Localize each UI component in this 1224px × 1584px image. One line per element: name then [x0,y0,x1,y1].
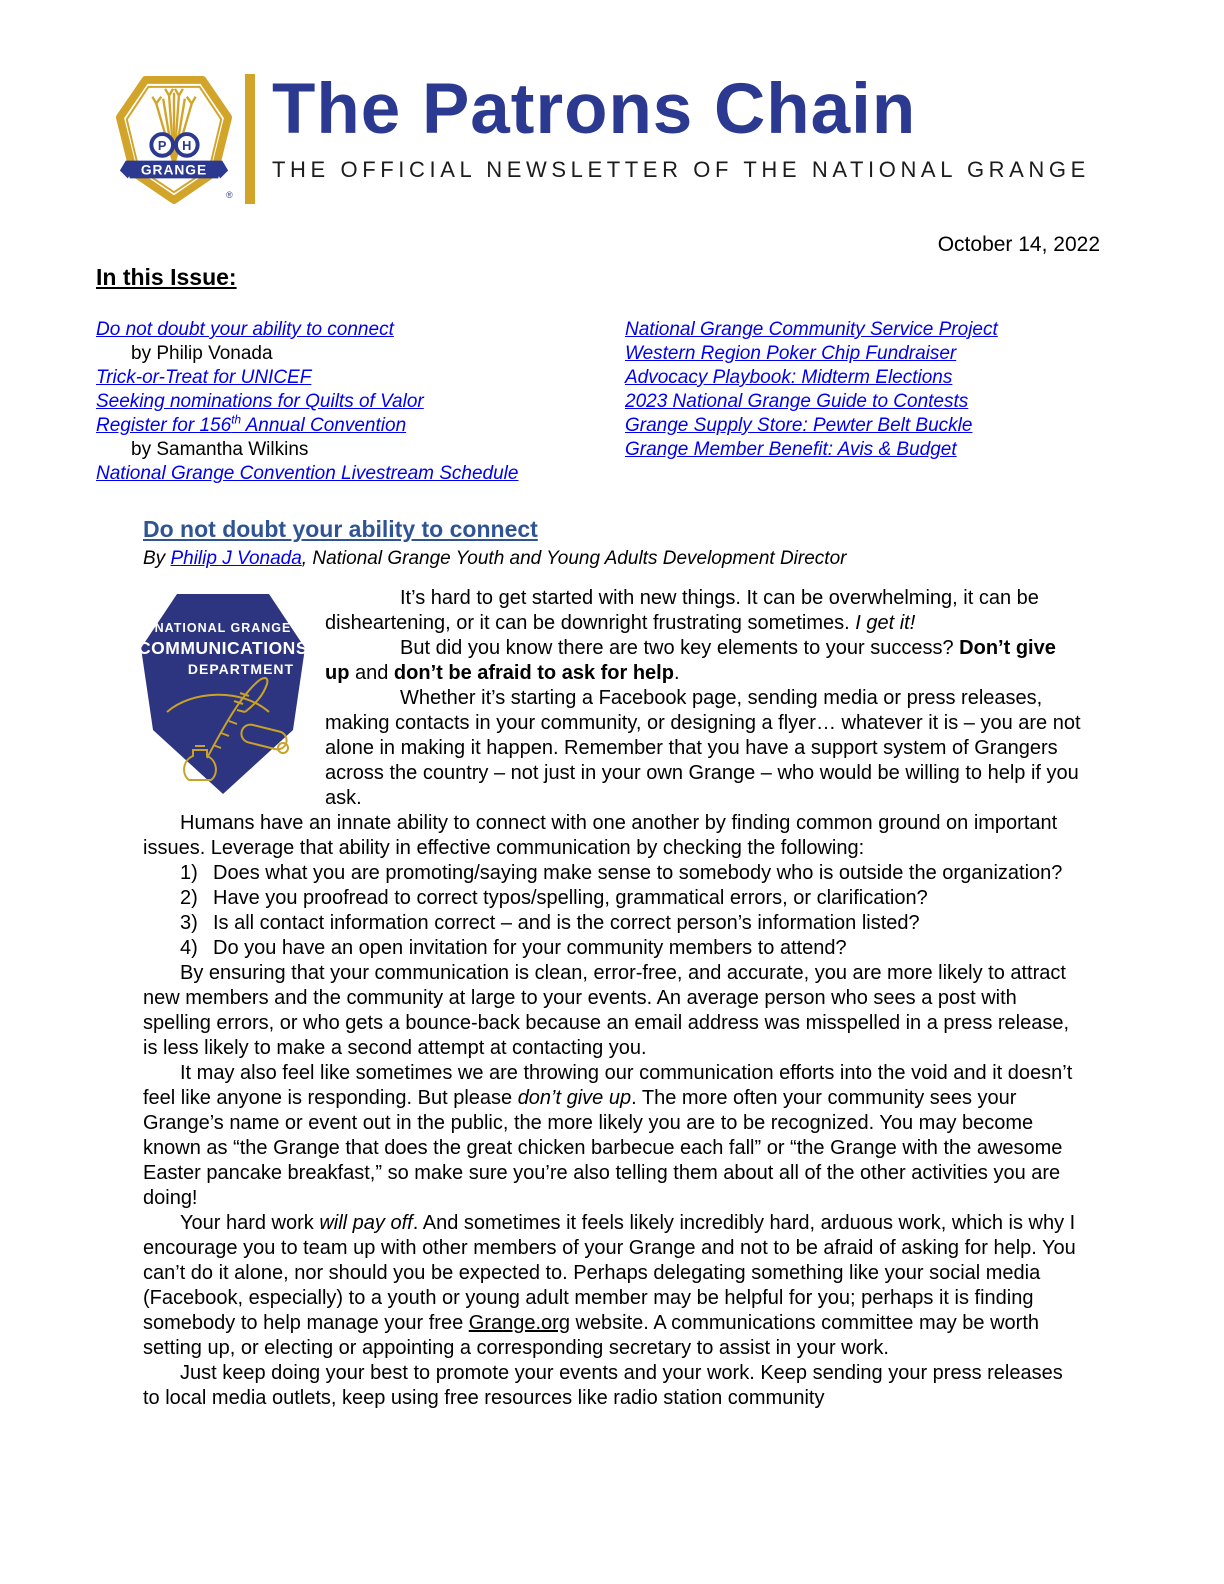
masthead [0,0,1224,204]
toc-left-column [96,318,625,486]
toc-link[interactable]: 2023 National Grange Guide to Contests [625,391,969,412]
grange-logo [112,74,236,204]
article-paragraph: Humans have an innate ability to connect with one another by finding common ground on important issues. Leverage that ability in effective communication by checking the following: [143,812,1058,859]
toc-link[interactable]: National Grange Convention Livestream Schedule [96,463,519,484]
checklist-item: Does what you are promoting/saying make sense to somebody who is outside the organization? [213,862,1063,884]
logo-grange-banner [120,161,228,179]
communications-department-badge [137,590,309,798]
article-paragraph: Your hard work will pay off. And sometimes it feels likely incredibly hard, arduous work, which is why I encourage you to team up with other members of your Grange and not to be afraid of asking for help. You can’t do it alone, nor should you be expected to. Perhaps delegating something like your social media (Facebook, especially) to a youth or young adult member may be helpful for you; perhaps it is finding somebody to help manage your free Grange.org website. A communications committee may be worth setting up, or electing or appointing a corresponding secretary to assist in your work. [143,1212,1076,1359]
toc-heading: In this Issue: [96,264,237,290]
toc-link[interactable]: Trick-or-Treat for UNICEF [96,367,312,388]
table-of-contents [96,318,1224,486]
grange-logo-svg [112,74,236,204]
article-paragraph: Whether it’s starting a Facebook page, sending media or press releases, making contacts in your community, or designing a flyer… whatever it is – you are not alone in making it happen. Remember that you have a support system of Grangers across the country – not just in your own Grange – who would be willing to help if you ask. [325,687,1081,809]
toc-link[interactable]: Advocacy Playbook: Midterm Elections [625,367,953,388]
masthead-divider [245,74,255,204]
toc-right-column [625,318,1115,486]
toc-byline: by Samantha Wilkins [131,439,309,460]
article-paragraph: It’s hard to get started with new things. It can be overwhelming, it can be disheartening, or it can be downright frustrating sometimes. I get it! [325,587,1039,634]
newsletter-title: The Patrons Chain [272,70,917,149]
toc-link[interactable]: Grange Member Benefit: Avis & Budget [625,439,957,460]
article-checklist [143,861,1084,961]
issue-date: October 14, 2022 [937,233,1100,256]
toc-link[interactable]: Western Region Poker Chip Fundraiser [625,343,957,364]
registered-trademark-icon: ® [226,190,233,201]
article-byline: By Philip J Vonada, National Grange Youth and Young Adults Development Director [143,548,847,569]
toc-link[interactable]: Grange Supply Store: Pewter Belt Buckle [625,415,973,436]
badge-line1: NATIONAL GRANGE [154,621,292,635]
article-paragraph: Just keep doing your best to promote your events and your work. Keep sending your press releases to local media outlets, keep using free resources like radio station community [143,1362,1063,1409]
toc-byline: by Philip Vonada [131,343,273,364]
svg-text:P: P [157,137,167,153]
svg-text:H: H [182,137,192,153]
article-paragraph: But did you know there are two key elements to your success? Don’t give up and don’t be afraid to ask for help. [325,637,1056,684]
toc-link[interactable]: National Grange Community Service Project [625,319,998,340]
communications-badge-svg [137,590,309,798]
badge-line2: COMMUNICATIONS [138,638,308,658]
badge-line3: DEPARTMENT [187,661,295,677]
svg-text:GRANGE: GRANGE [140,162,208,178]
checklist-item: Is all contact information correct – and is the correct person’s information listed? [213,912,920,934]
article-paragraph: It may also feel like sometimes we are throwing our communication efforts into the void and it doesn’t feel like anyone is responding. But please don’t give up. The more often your community sees your Grange’s name or event out in the public, the more likely you are to be recognized. You may become known as “the Grange that does the great chicken barbecue each fall” or “the Grange with the awesome Easter pancake breakfast,” so make sure you’re also telling them about all of the other activities you are doing! [143,1062,1073,1209]
article [138,516,1084,1411]
checklist-item: Have you proofread to correct typos/spelling, grammatical errors, or clarification? [213,887,928,909]
masthead-text [272,70,1090,204]
checklist-item: Do you have an open invitation for your community members to attend? [213,937,847,959]
toc-link[interactable]: Do not doubt your ability to connect [96,319,394,340]
article-body [138,586,1084,1411]
newsletter-subtitle: THE OFFICIAL NEWSLETTER OF THE NATIONAL GRANGE [272,157,1090,183]
toc-link[interactable]: Seeking nominations for Quilts of Valor [96,391,424,412]
toc-link[interactable]: Register for 156th Annual Convention [96,413,407,436]
article-title: Do not doubt your ability to connect [143,516,538,542]
grange-org-link[interactable]: Grange.org [468,1312,570,1334]
article-paragraph: By ensuring that your communication is clean, error-free, and accurate, you are more likely to attract new members and the community at large to your events. An average person who sees a post with spelling errors, or who gets a bounce-back because an email address was misspelled in a press release, is less likely to make a second attempt at contacting you. [143,962,1070,1059]
byline-author-link[interactable]: Philip J Vonada [170,548,302,569]
